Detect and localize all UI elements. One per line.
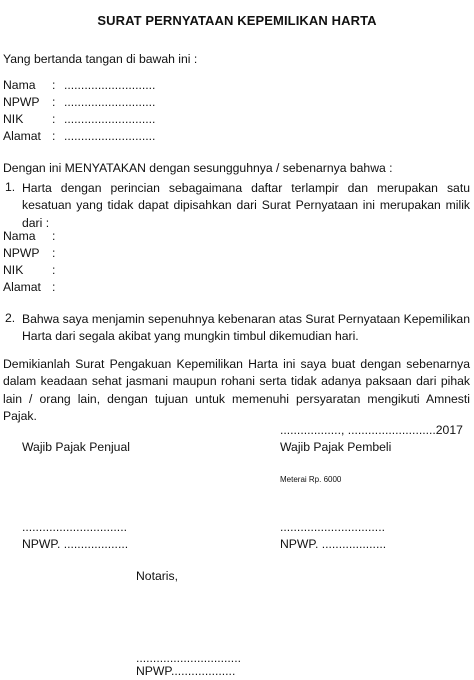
declarant-address-colon: :: [52, 129, 56, 143]
declarant-nik-value: ...........................: [64, 112, 156, 126]
declarant-npwp-colon: :: [52, 95, 56, 109]
owner-address-label: Alamat: [3, 280, 41, 294]
owner-nik-label: NIK: [3, 263, 24, 277]
owner-nik-colon: :: [52, 263, 56, 277]
owner-npwp-colon: :: [52, 246, 56, 260]
seller-npwp: NPWP. ...................: [22, 537, 129, 551]
stamp-duty-label: Meterai Rp. 6000: [280, 475, 342, 484]
declarant-name-colon: :: [52, 78, 56, 92]
declarant-npwp-label: NPWP: [3, 95, 40, 109]
declarant-nik-label: NIK: [3, 112, 24, 126]
owner-npwp-label: NPWP: [3, 246, 40, 260]
statement-intro: Dengan ini MENYATAKAN dengan sesungguhnya / sebenarnya bahwa :: [3, 161, 393, 175]
notary-npwp: NPWP...................: [136, 664, 236, 678]
declarant-nik-colon: :: [52, 112, 56, 126]
declarant-address-value: ...........................: [64, 129, 156, 143]
point2-text: Bahwa saya menjamin sepenuhnya kebenaran atas Surat Pernyataan Kepemilikan Harta dari segala akibat yang mungkin timbul dikemudian hari.: [22, 312, 470, 344]
buyer-label: Wajib Pajak Pembeli: [280, 440, 392, 454]
declarant-npwp-value: ...........................: [64, 95, 156, 109]
declarant-name-value: ...........................: [64, 78, 156, 92]
notary-label: Notaris,: [136, 569, 178, 583]
buyer-signature-line: ...............................: [280, 520, 385, 534]
notary-signature-line: ...............................: [136, 651, 241, 665]
point1-number: 1.: [5, 180, 16, 194]
place-date: .................., ..........................2017: [280, 423, 463, 437]
closing-paragraph: Demikianlah Surat Pengakuan Kepemilikan Harta ini saya buat dengan sebenarnya dalam keadaan sehat jasmani maupun rohani serta tidak adanya paksaan dari pihak lain / orang lain, dengan tujuan untuk memenuhi persyaratan mengikuti Amnesti Pajak.: [3, 357, 470, 423]
buyer-npwp: NPWP. ...................: [280, 537, 387, 551]
intro-text: Yang bertanda tangan di bawah ini :: [3, 52, 198, 66]
declarant-address-label: Alamat: [3, 129, 41, 143]
seller-signature-line: ...............................: [22, 520, 127, 534]
declarant-name-label: Nama: [3, 78, 36, 92]
document-title: SURAT PERNYATAAN KEPEMILIKAN HARTA: [97, 13, 377, 28]
owner-name-colon: :: [52, 229, 56, 243]
seller-label: Wajib Pajak Penjual: [22, 440, 130, 454]
point2-number: 2.: [5, 311, 16, 325]
owner-address-colon: :: [52, 280, 56, 294]
owner-name-label: Nama: [3, 229, 36, 243]
point1-text: Harta dengan perincian sebagaimana daftar terlampir dan merupakan satu kesatuan yang tidak dapat dipisahkan dari Surat Pernyataan ini merupakan milik dari :: [22, 181, 470, 230]
